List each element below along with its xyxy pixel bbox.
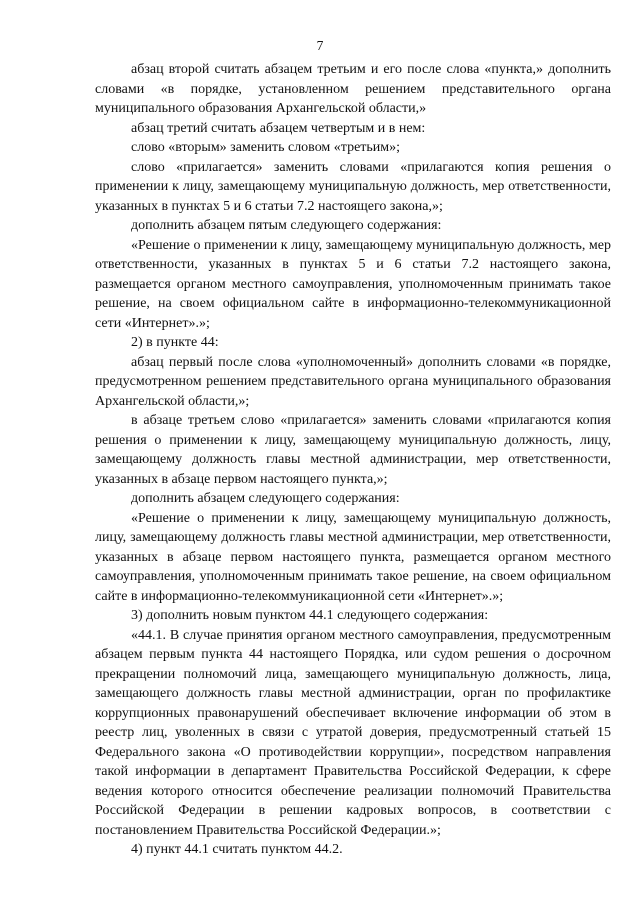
paragraph-12: 3) дополнить новым пунктом 44.1 следующего содержания: (131, 608, 489, 623)
paragraph-6: «Решение о применении к лицу, замещающему муниципальную должность, мер ответственности, указанных в пунктах 5 и 6 статьи 7.2 настоящего закона, размещается органом местного самоуправления, уполномоченным принимать такое решение, на своем официальном сайте в информационно-телекоммуникационной сети «Интернет».»; (95, 237, 611, 331)
paragraph-11: «Решение о применении к лицу, замещающему муниципальную должность, лицу, замещающему должность главы местной администрации, мер ответственности, указанных в абзаце первом настоящего пункта, размещается органом местного самоуправления, уполномоченным принимать такое решение, на своем официальном сайте в информационно-телекоммуникационной сети «Интернет».»; (95, 510, 611, 604)
document-body (95, 60, 611, 860)
paragraph-13: «44.1. В случае принятия органом местного самоуправления, предусмотренным абзацем первым пункта 44 настоящего Порядка, или судом решения о досрочном прекращении полномочий лица, замещающего муниципальную должность, лица, замещающего должность главы местной администрации, орган по профилактике коррупционных правонарушений обеспечивает включение информации об этом в реестр лиц, уволенных в связи с утратой доверия, предусмотренный статьей 15 Федерального закона «О противодействии коррупции», посредством направления такой информации в департамент Правительства Российской Федерации, к сфере ведения которого относится обеспечение реализации полномочий Правительства Российской Федерации в решении кадровых вопросов, в соответствии с постановлением Правительства Российской Федерации.»; (95, 627, 611, 838)
paragraph-14: 4) пункт 44.1 считать пунктом 44.2. (131, 842, 343, 857)
paragraph-4: слово «прилагается» заменить словами «прилагаются копия решения о применении к лицу, замещающему муниципальную должность, мер ответственности, указанных в пунктах 5 и 6 статьи 7.2 настоящего закона,»; (95, 159, 611, 214)
paragraph-5: дополнить абзацем пятым следующего содержания: (131, 218, 442, 233)
paragraph-9: в абзаце третьем слово «прилагается» заменить словами «прилагаются копия решения о применении к лицу, замещающему муниципальную должность, лицу, замещающему должность главы местной администрации, мер ответственности, указанных в абзаце первом настоящего пункта,»; (95, 413, 611, 487)
paragraph-2: абзац третий считать абзацем четвертым и в нем: (131, 120, 426, 136)
page-number: 7 (316, 38, 324, 53)
paragraph-7: 2) в пункте 44: (131, 335, 219, 350)
paragraph-3: слово «вторым» заменить словом «третьим»; (131, 140, 401, 155)
paragraph-10: дополнить абзацем следующего содержания: (131, 491, 400, 506)
paragraph-1: абзац второй считать абзацем третьим и его после слова «пункта,» дополнить словами «в порядке, установленном решением представительного органа муниципального образования Архангельской области,» (95, 62, 611, 116)
paragraph-8: абзац первый после слова «уполномоченный» дополнить словами «в порядке, предусмотренном решением представительного органа муниципального образования Архангельской области,»; (95, 354, 611, 409)
